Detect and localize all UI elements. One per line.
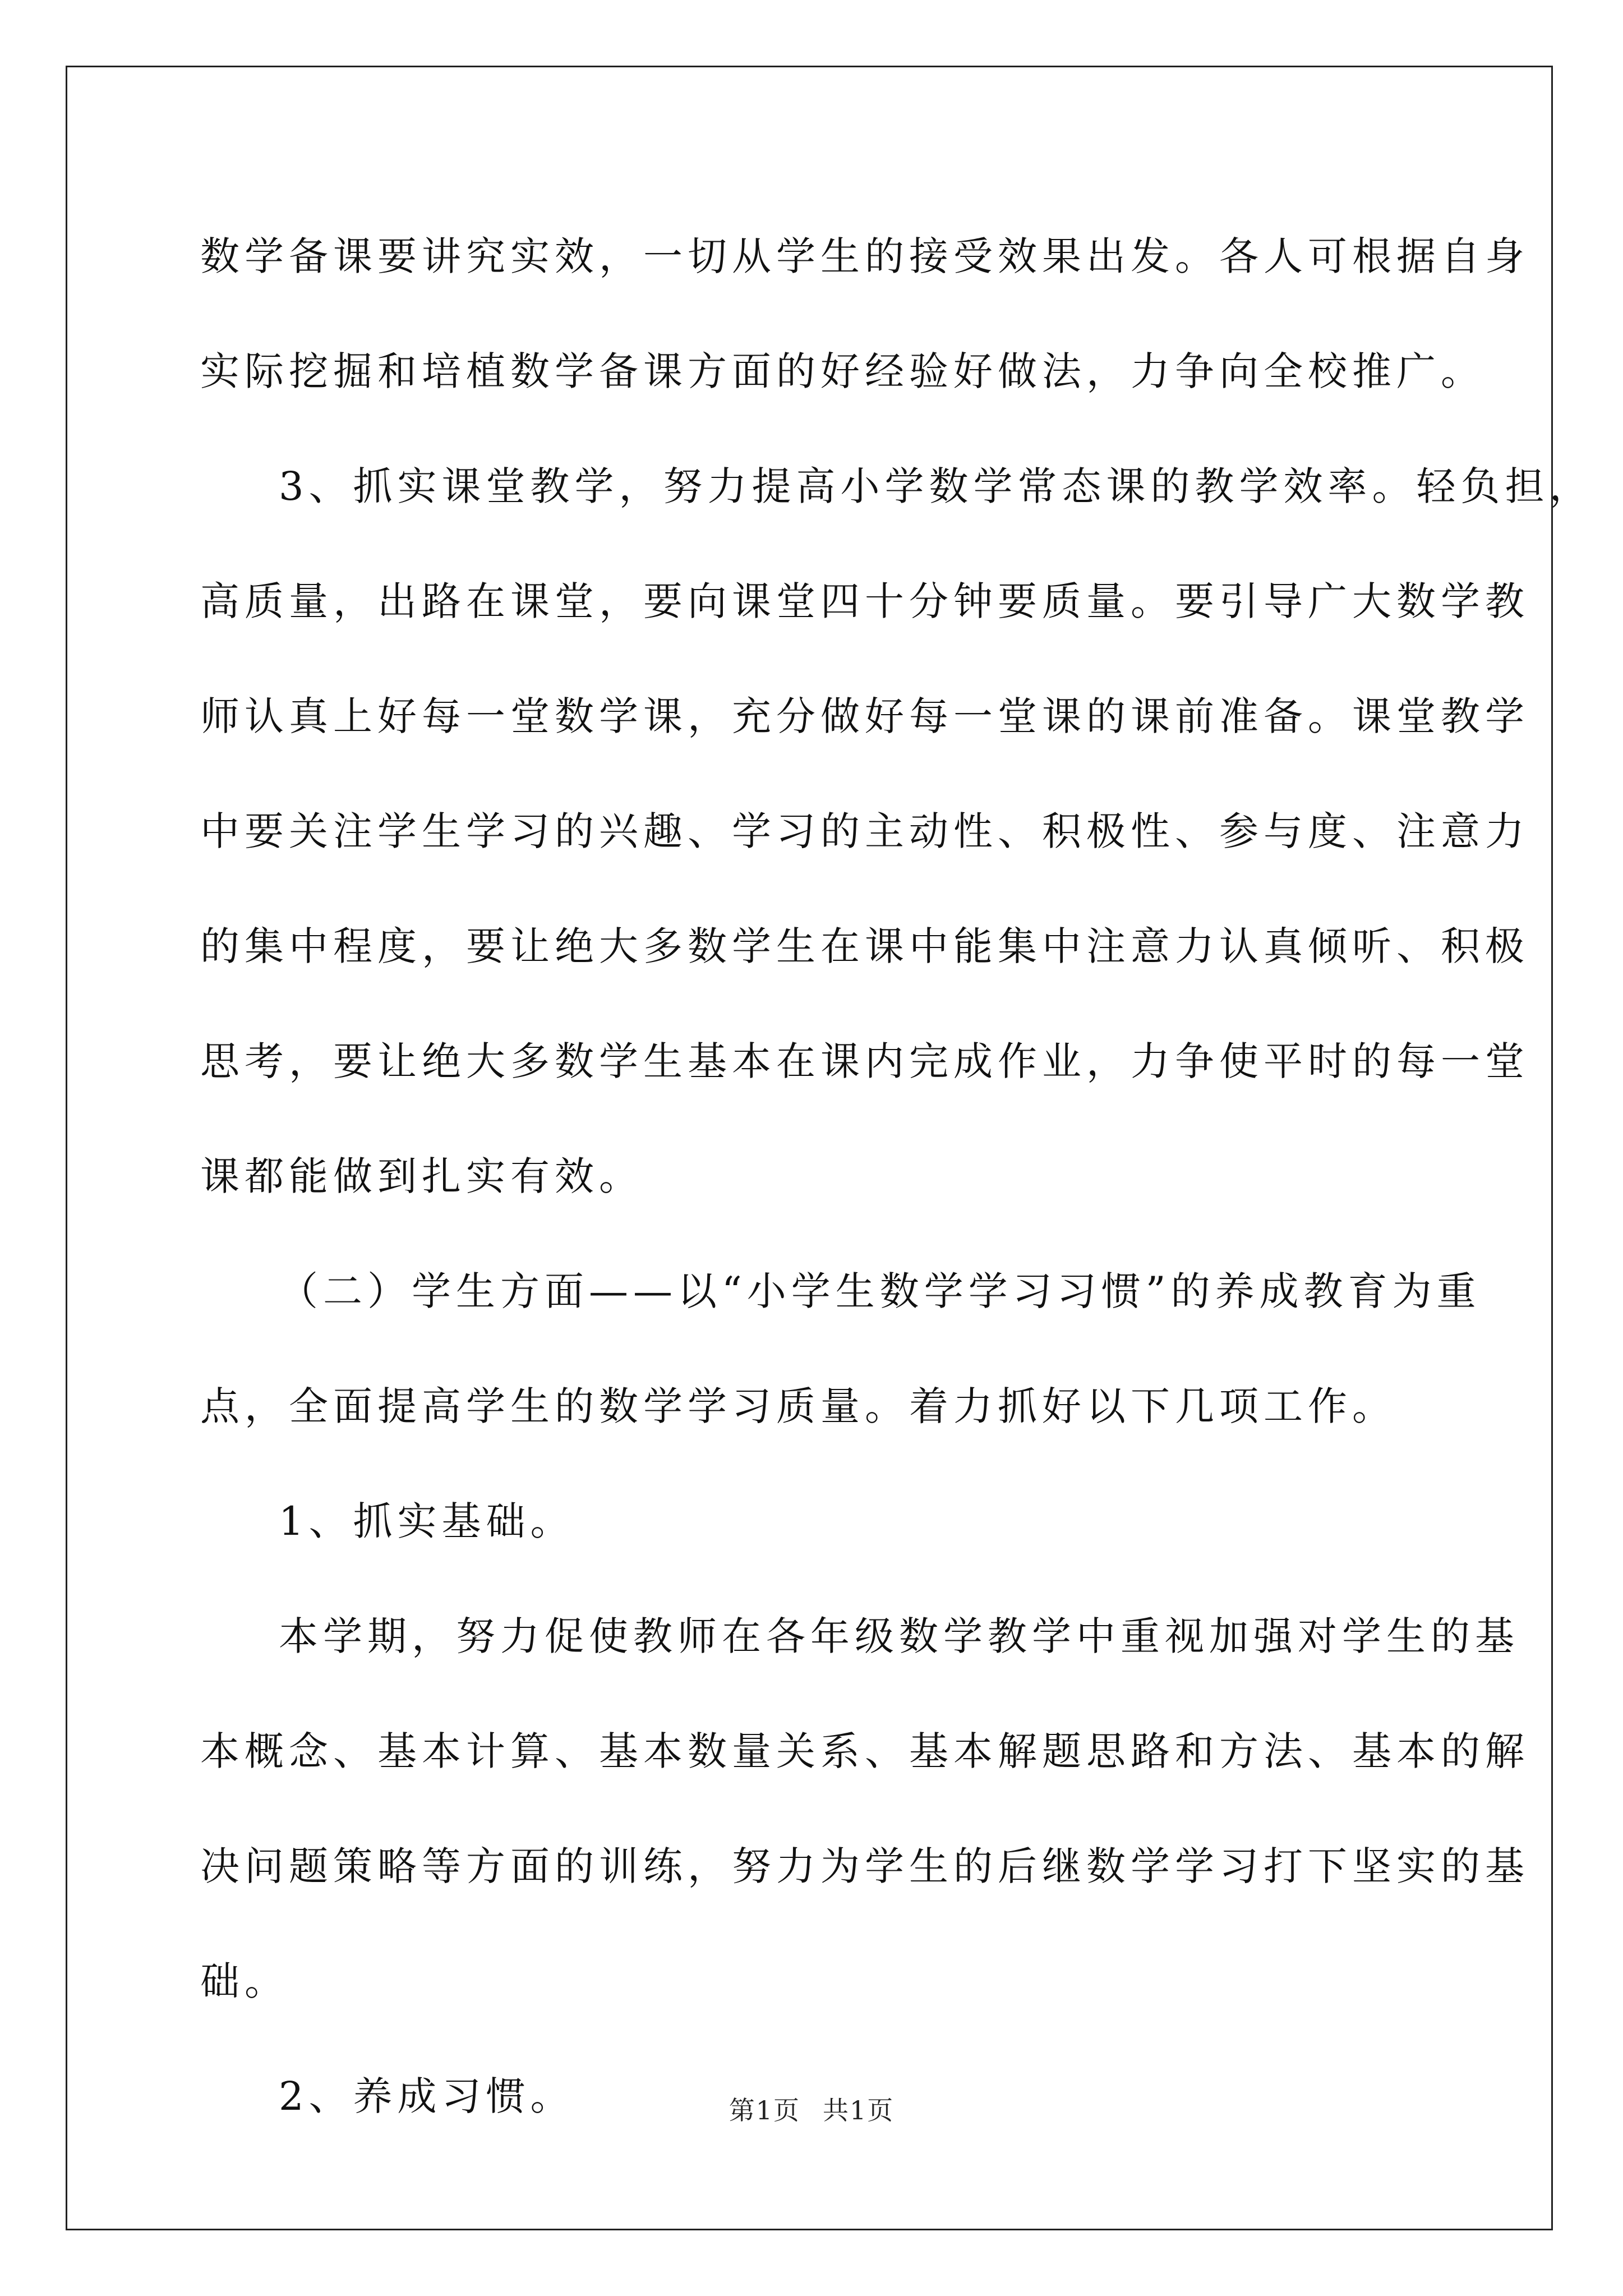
text-line: 课都能做到扎实有效。 (200, 1153, 643, 1199)
text-line: 思考，要让绝大多数学生基本在课内完成作业，力争使平时的每一堂 (200, 1038, 1529, 1084)
text-line: 本概念、基本计算、基本数量关系、基本解题思路和方法、基本的解 (200, 1728, 1529, 1774)
text-line: 师认真上好每一堂数学课，充分做好每一堂课的课前准备。课堂教学 (200, 693, 1529, 739)
text-line: 3、抓实课堂教学，努力提高小学数学常态课的教学效率。轻负担， (279, 463, 1594, 509)
document-body (200, 199, 1594, 2154)
text-line: 础。 (200, 1958, 289, 2004)
section-heading: 2、养成习惯。 (279, 2073, 575, 2119)
section-heading: 1、抓实基础。 (279, 1498, 575, 1544)
text-line: （二）学生方面——以“小学生数学学习习惯”的养成教育为重 (279, 1268, 1481, 1314)
text-line: 高质量，出路在课堂，要向课堂四十分钟要质量。要引导广大数学教 (200, 578, 1529, 624)
text-line: 中要关注学生学习的兴趣、学习的主动性、积极性、参与度、注意力 (200, 808, 1529, 854)
text-line: 实际挖掘和培植数学备课方面的好经验好做法，力争向全校推广。 (200, 348, 1485, 394)
text-line: 本学期，努力促使教师在各年级数学教学中重视加强对学生的基 (279, 1613, 1519, 1659)
page-footer (0, 2093, 1623, 2127)
page-number-current: 第1页 (728, 2095, 800, 2125)
text-line: 点，全面提高学生的数学学习质量。着力抓好以下几项工作。 (200, 1383, 1396, 1429)
text-line: 决问题策略等方面的训练，努力为学生的后继数学学习打下坚实的基 (200, 1843, 1529, 1889)
text-line: 数学备课要讲究实效，一切从学生的接受效果出发。各人可根据自身 (200, 233, 1529, 279)
page-number-total: 共1页 (823, 2095, 895, 2125)
text-line: 的集中程度，要让绝大多数学生在课中能集中注意力认真倾听、积极 (200, 923, 1529, 969)
